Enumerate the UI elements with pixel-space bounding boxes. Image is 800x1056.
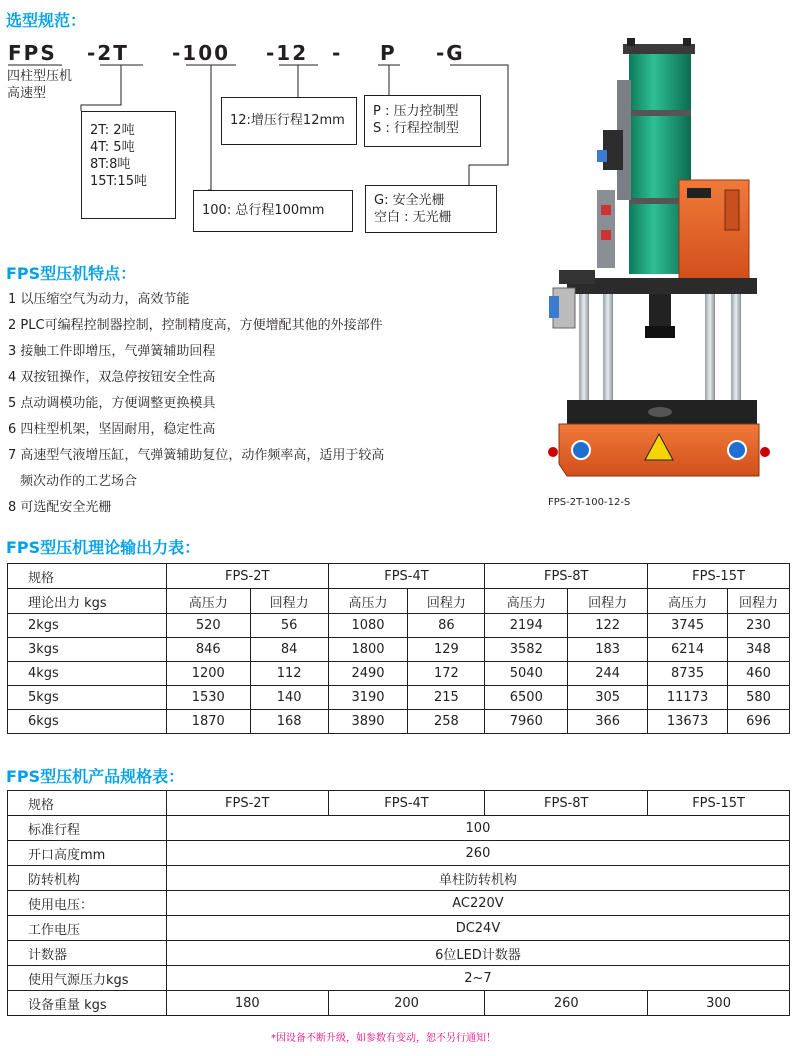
force-table-row [8, 614, 790, 638]
sub-header: 高压力 [485, 589, 568, 614]
spec-label: 规格 [8, 791, 167, 816]
force-value-cell: 520 [166, 614, 250, 638]
pressure-cell: 6kgs [8, 710, 167, 734]
model-header: FPS-15T [648, 791, 790, 816]
force-value-cell: 84 [250, 638, 328, 662]
force-value-cell: 3582 [485, 638, 568, 662]
boost-box: 12:增压行程12mm [221, 97, 357, 145]
force-value-cell: 215 [408, 686, 485, 710]
weight-label: 设备重量 kgs [8, 991, 167, 1016]
force-value-cell: 460 [728, 662, 790, 686]
force-value-cell: 8735 [648, 662, 728, 686]
spec-row-label: 计数器 [8, 941, 167, 966]
guard-box: G: 安全光栅 空白 : 无光栅 [365, 185, 497, 233]
force-table [7, 563, 790, 734]
model-header: FPS-2T [166, 791, 328, 816]
force-value-cell: 366 [568, 710, 648, 734]
force-value-cell: 6500 [485, 686, 568, 710]
spec-table-row [8, 941, 790, 966]
spec-row-label: 使用气源压力kgs [8, 966, 167, 991]
pressure-cell: 4kgs [8, 662, 167, 686]
force-value-cell: 3890 [328, 710, 408, 734]
model-header: FPS-4T [328, 564, 485, 589]
sub-header: 高压力 [166, 589, 250, 614]
code-tonnage: -2T [87, 41, 129, 65]
force-value-cell: 846 [166, 638, 250, 662]
sub-header: 回程力 [250, 589, 328, 614]
weight-cell: 180 [166, 991, 328, 1016]
spec-row-value: DC24V [166, 916, 789, 941]
force-value-cell: 1530 [166, 686, 250, 710]
force-value-cell: 1200 [166, 662, 250, 686]
force-value-cell: 1080 [328, 614, 408, 638]
spec-table-row [8, 966, 790, 991]
model-header: FPS-2T [166, 564, 328, 589]
feature-item: 1 以压缩空气为动力，高效节能 [8, 292, 190, 307]
weight-cell: 300 [648, 991, 790, 1016]
feature-item: 8 可选配安全光栅 [8, 500, 112, 515]
force-value-cell: 1800 [328, 638, 408, 662]
force-value-cell: 258 [408, 710, 485, 734]
features-title: FPS型压机特点： [6, 264, 137, 283]
feature-item: 3 接触工件即增压，气弹簧辅助回程 [8, 344, 216, 359]
feature-item: 5 点动调模功能，方便调整更换模具 [8, 396, 216, 411]
spec-row-label: 防转机构 [8, 866, 167, 891]
force-value-cell: 3190 [328, 686, 408, 710]
force-value-cell: 13673 [648, 710, 728, 734]
feature-item: 2 PLC可编程控制器控制，控制精度高，方便增配其他的外接部件 [8, 318, 383, 333]
force-value-cell: 172 [408, 662, 485, 686]
spec-row-label: 工作电压 [8, 916, 167, 941]
force-value-cell: 2490 [328, 662, 408, 686]
spec-row-value: 单柱防转机构 [166, 866, 789, 891]
features-list [8, 287, 384, 521]
tonnage-box: 2T: 2吨 4T: 5吨 8T:8吨 15T:15吨 [81, 111, 176, 219]
spec-table-row [8, 816, 790, 841]
feature-item: 6 四柱型机架，坚固耐用，稳定性高 [8, 422, 216, 437]
code-boost: -12 [266, 41, 309, 65]
spec-table-row [8, 841, 790, 866]
spec-table [7, 790, 790, 1016]
pressure-cell: 3kgs [8, 638, 167, 662]
force-table-row [8, 662, 790, 686]
force-table-title: FPS型压机理论输出力表： [6, 538, 201, 557]
force-value-cell: 7960 [485, 710, 568, 734]
selection-title: 选型规范： [6, 11, 87, 30]
spec-table-row [8, 916, 790, 941]
sub-header: 高压力 [328, 589, 408, 614]
code-guard: -G [436, 41, 465, 65]
control-box: P : 压力控制型 S : 行程控制型 [364, 95, 481, 147]
sub-header: 高压力 [648, 589, 728, 614]
spec-row-value: 100 [166, 816, 789, 841]
feature-item: 频次动作的工艺场合 [20, 474, 138, 489]
force-value-cell: 1870 [166, 710, 250, 734]
force-value-cell: 6214 [648, 638, 728, 662]
force-table-row [8, 686, 790, 710]
press-machine-image [545, 20, 775, 490]
machine-caption: FPS-2T-100-12-S [548, 497, 631, 508]
spec-row-label: 开口高度mm [8, 841, 167, 866]
spec-row-label: 使用电压： [8, 891, 167, 916]
force-value-cell: 348 [728, 638, 790, 662]
force-value-cell: 168 [250, 710, 328, 734]
code-stroke: -100 [172, 41, 231, 65]
spec-row-value: AC220V [166, 891, 789, 916]
weight-cell: 200 [328, 991, 485, 1016]
sub-header: 回程力 [568, 589, 648, 614]
model-header: FPS-4T [328, 791, 485, 816]
force-value-cell: 580 [728, 686, 790, 710]
force-value-cell: 11173 [648, 686, 728, 710]
spec-table-row [8, 891, 790, 916]
sub-header: 回程力 [728, 589, 790, 614]
force-value-cell: 129 [408, 638, 485, 662]
force-table-row [8, 710, 790, 734]
feature-item: 7 高速型气液增压缸，气弹簧辅助复位，动作频率高，适用于较高 [8, 448, 385, 463]
pressure-label: 理论出力 kgs [8, 589, 167, 614]
spec-row-value: 2~7 [166, 966, 789, 991]
force-value-cell: 122 [568, 614, 648, 638]
weight-cell: 260 [485, 991, 648, 1016]
series-desc: 四柱型压机 高速型 [7, 69, 73, 101]
spec-row-value: 260 [166, 841, 789, 866]
model-header: FPS-15T [648, 564, 790, 589]
sub-header: 回程力 [408, 589, 485, 614]
force-table-row [8, 638, 790, 662]
model-header: FPS-8T [485, 791, 648, 816]
force-value-cell: 140 [250, 686, 328, 710]
spec-row-label: 标准行程 [8, 816, 167, 841]
force-value-cell: 112 [250, 662, 328, 686]
footnote: *因设备不断升级，如参数有变动，恕不另行通知！ [271, 1033, 496, 1044]
model-header: FPS-8T [485, 564, 648, 589]
code-dash: - [332, 41, 343, 65]
force-value-cell: 86 [408, 614, 485, 638]
force-value-cell: 305 [568, 686, 648, 710]
code-control: P [380, 41, 397, 65]
force-value-cell: 3745 [648, 614, 728, 638]
code-series: FPS [8, 41, 57, 65]
force-value-cell: 244 [568, 662, 648, 686]
stroke-box: 100: 总行程100mm [193, 190, 353, 232]
force-value-cell: 230 [728, 614, 790, 638]
spec-label: 规格 [8, 564, 167, 589]
feature-item: 4 双按钮操作，双急停按钮安全性高 [8, 370, 216, 385]
pressure-cell: 2kgs [8, 614, 167, 638]
spec-table-row [8, 866, 790, 891]
force-value-cell: 5040 [485, 662, 568, 686]
force-value-cell: 696 [728, 710, 790, 734]
spec-row-value: 6位LED计数器 [166, 941, 789, 966]
force-value-cell: 56 [250, 614, 328, 638]
spec-table-title: FPS型压机产品规格表： [6, 767, 185, 786]
pressure-cell: 5kgs [8, 686, 167, 710]
force-value-cell: 183 [568, 638, 648, 662]
force-value-cell: 2194 [485, 614, 568, 638]
